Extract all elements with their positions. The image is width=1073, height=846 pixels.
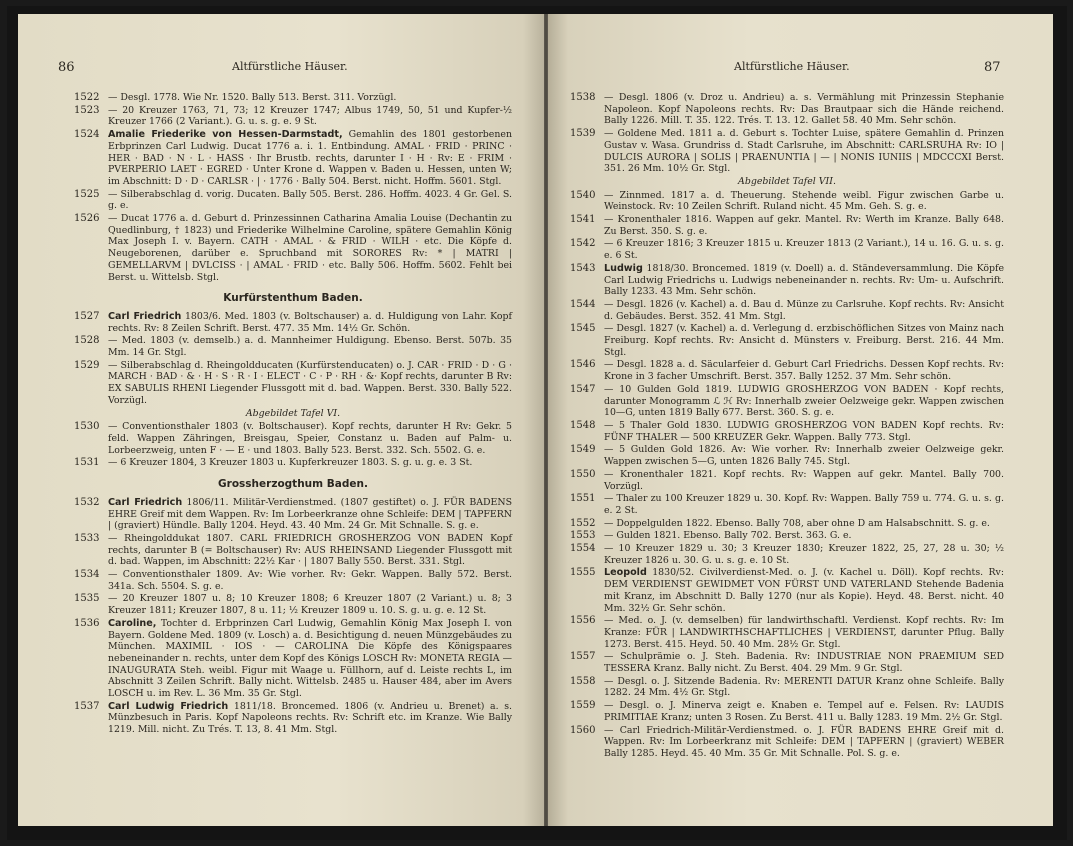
entry-description: — Med. o. J. (v. demselben) für landwirthschaftl. Verdienst. Kopf rechts. Rv: Im Kranze: FÜR | LANDWIRTHSCHAFTLICHES | VERDIENST, darunter Pflug. Bally 1273. Berst. 415. Heyd. 50. 40 Mm. 28½ Gr. Stgl.	[604, 615, 1004, 650]
catalog-entry	[570, 469, 1004, 492]
catalog-entry	[74, 92, 512, 104]
entry-description: 1818/30. Broncemed. 1819 (v. Doell) a. d. Ständeversammlung. Die Köpfe Carl Ludwig Friedrichs u. Ludwigs nebeneinander n. rechts. Rv: Um- u. Aufschrift. Bally 1233. 43 Mm. Sehr schön.	[604, 262, 1005, 298]
page-number: 86	[58, 60, 75, 75]
lot-number: 1541	[570, 214, 596, 226]
lot-number: 1538	[570, 92, 596, 103]
left-page	[18, 14, 544, 826]
catalog-entry	[570, 128, 1004, 175]
lot-number: 1554	[570, 543, 596, 555]
entry-description: — Kronenthaler 1816. Wappen auf gekr. Mantel. Rv: Werth im Kranze. Bally 648. Zu Berst. 350. S. g. e.	[604, 214, 1004, 237]
lot-number: 1527	[74, 310, 100, 322]
lot-number: 1532	[74, 496, 100, 508]
ruler-name: Leopold	[604, 567, 647, 579]
catalog-entry	[74, 569, 512, 592]
entry-description: Tochter d. Erbprinzen Carl Ludwig, Gemahlin König Max Joseph I. von Bayern. Goldene Med. 1809 (v. Losch) a. d. Besichtigung d. neuen Münzgebäudes zu München. MAXIMIL · IOS · — CAROLINA Die Köpfe des Königspaares nebeneinander n. rechts, unter dem Kopf des Königs LOSCH Rv: MONETA REGIA — INAUGURATA Steh. weibl. Figur mit Waage u. Füllhorn, auf d. Leiste rechts L, im Abschnitt 3 Zeilen Schrift. Bally nicht. Wittelsb. 2485 u. Hauser 484, aber im Avers LOSCH u. im Rev. L. 36 Mm. 35 Gr. Stgl.	[108, 617, 512, 700]
entry-description: — 10 Gulden Gold 1819. LUDWIG GROSHERZOG VON BADEN · Kopf rechts, darunter Monogramm ℒ ℋ Rv: Innerhalb zweier Oelzweige gekr. Wappen zwischen 10—G, unten 1819 Bally 677. Berst. 360. S. g. e.	[604, 383, 1004, 419]
ruler-name: Carl Friedrich	[108, 310, 182, 322]
ruler-name: Amalie Friederike von Hessen-Darmstadt,	[108, 129, 343, 141]
catalog-entry	[570, 263, 1004, 298]
catalog-entry	[570, 92, 1004, 127]
entry-description: — Med. 1803 (v. demselb.) a. d. Mannheimer Huldigung. Ebenso. Berst. 507b. 35 Mm. 14 Gr. Stgl.	[108, 335, 512, 359]
lot-number: 1540	[570, 189, 596, 201]
lot-number: 1542	[570, 238, 596, 250]
catalog-entry	[570, 725, 1004, 760]
entry-description: — 20 Kreuzer 1807 u. 8; 10 Kreuzer 1808; 6 Kreuzer 1807 (2 Variant.) u. 8; 3 Kreuzer 1811; Kreuzer 1807, 8 u. 11; ½ Kreuzer 1809 u. 10. S. g. u. g. e. 12 St.	[108, 593, 512, 617]
catalog-entry	[570, 384, 1004, 419]
entry-description: — Desgl. 1826 (v. Kachel) a. d. Bau d. Münze zu Carlsruhe. Kopf rechts. Rv: Ansicht d. Gebäudes. Berst. 352. 41 Mm. Stgl.	[604, 298, 1004, 322]
catalog-entry	[74, 129, 512, 188]
lot-number: 1539	[570, 128, 596, 140]
catalog-column	[74, 92, 512, 737]
running-header: Altfürstliche Häuser.	[734, 60, 850, 73]
lot-number: 1534	[74, 569, 100, 581]
catalog-column	[570, 92, 1004, 761]
ruler-name: Caroline,	[108, 617, 157, 629]
lot-number: 1559	[570, 700, 596, 712]
entry-description: — Ducat 1776 a. d. Geburt d. Prinzessinnen Catharina Amalia Louise (Dechantin zu Quedlinburg, † 1823) und Friederike Wilhelmine Caroline, spätere Gemahlin König Max Joseph I. v. Bayern. CATH · AMAL · & FRID · WILH · etc. Die Köpfe d. Neugeborenen, darüber e. Spruchband mit SORORES Rv: * | MATRI | GEMELLARVM | DVLCISS · | AMAL · FRID · etc. Bally 506. Hoffm. 5602. Fehlt bei Berst. u. Wittelsb. Stgl.	[108, 213, 512, 283]
catalog-entry	[74, 335, 512, 358]
catalog-entry	[74, 189, 512, 212]
ruler-name: Carl Friedrich	[108, 496, 183, 508]
lot-number: 1550	[570, 468, 596, 480]
entry-list	[74, 311, 512, 407]
lot-number: 1557	[570, 651, 596, 663]
entry-description: — Conventionsthaler 1809. Av: Wie vorher. Rv: Gekr. Wappen. Bally 572. Berst. 341a. Sch. 5504. S. g. e.	[108, 569, 512, 592]
entry-description: — Carl Friedrich-Militär-Verdienstmed. o. J. FÜR BADENS EHRE Greif mit d. Wappen. Rv: Im Lorbeerkranz mit Schleife: DEM | TAPFERN | (graviert) WEBER Bally 1285. Heyd. 45. 40 Mm. 35 Gr. Mit Schnalle. Pol. S. g. e.	[604, 724, 1004, 759]
lot-number: 1556	[570, 615, 596, 627]
entry-description: — Desgl. o. J. Sitzende Badenia. Rv: MERENTI DATUR Kranz ohne Schleife. Bally 1282. 24 Mm. 4½ Gr. Stgl.	[604, 675, 1004, 699]
entry-list	[74, 497, 512, 736]
lot-number: 1537	[74, 700, 100, 712]
entry-description: — Silberabschlag d. vorig. Ducaten. Bally 505. Berst. 286. Hoffm. 4023. 4 Gr. Gel. S. g. e.	[108, 188, 512, 212]
entry-description: 1806/11. Militär-Verdienstmed. (1807 gestiftet) o. J. FÜR BADENS EHRE Greif mit dem Wappen. Rv: Im Lorbeerkranze ohne Schleife: DEM | TAPFERN | (graviert) Hündle. Bally 1204. Heyd. 43. 40 Mm. 24 Gr. Mit Schnalle. S. g. e.	[108, 496, 513, 532]
entry-description: — 6 Kreuzer 1816; 3 Kreuzer 1815 u. Kreuzer 1813 (2 Variant.), 14 u. 16. G. u. s. g. e. 6 St.	[604, 238, 1004, 262]
lot-number: 1528	[74, 335, 100, 347]
catalog-entry	[74, 213, 512, 283]
lot-number: 1549	[570, 444, 596, 456]
lot-number: 1545	[570, 323, 596, 335]
catalog-entry	[570, 700, 1004, 723]
lot-number: 1524	[74, 129, 100, 141]
catalog-entry	[74, 618, 512, 700]
entry-description: — Goldene Med. 1811 a. d. Geburt s. Tochter Luise, spätere Gemahlin d. Prinzen Gustav v. Wasa. Grundriss d. Stadt Carlsruhe, im Abschnitt: CARLSRUHA Rv: IO | DULCIS AURORA | SOLIS | PRAENUNTIA | — | NONIS IUNIIS | MDCCCXI Berst. 351. 26 Mm. 10½ Gr. Stgl.	[604, 128, 1004, 175]
lot-number: 1535	[74, 593, 100, 605]
entry-description: — Desgl. 1827 (v. Kachel) a. d. Verlegung d. erzbischöflichen Sitzes von Mainz nach Freiburg. Kopf rechts. Rv: Ansicht d. Münsters v. Freiburg. Berst. 216. 44 Mm. Stgl.	[604, 323, 1004, 358]
catalog-entry	[570, 214, 1004, 237]
entry-description: — Desgl. 1828 a. d. Säcularfeier d. Geburt Carl Friedrichs. Dessen Kopf rechts. Rv: Krone in 3 facher Umschrift. Berst. 357. Bally 1252. 37 Mm. Sehr schön.	[604, 359, 1004, 383]
catalog-entry	[570, 359, 1004, 382]
lot-number: 1555	[570, 567, 596, 579]
lot-number: 1525	[74, 188, 100, 200]
catalog-entry	[570, 543, 1004, 566]
lot-number: 1546	[570, 359, 596, 371]
entry-list	[570, 92, 1004, 175]
catalog-entry	[570, 444, 1004, 467]
catalog-entry	[570, 238, 1004, 261]
lot-number: 1543	[570, 262, 596, 274]
entry-description: — 5 Thaler Gold 1830. LUDWIG GROSHERZOG VON BADEN Kopf rechts. Rv: FÜNF THALER — 500 KREUZER Gekr. Wappen. Bally 773. Stgl.	[604, 419, 1004, 443]
catalog-entry	[570, 299, 1004, 322]
catalog-entry	[74, 533, 512, 568]
lot-number: 1531	[74, 457, 100, 469]
lot-number: 1536	[74, 617, 100, 629]
entry-description: — Silberabschlag d. Rheingoldducaten (Kurfürstenducaten) o. J. CAR · FRID · D · G · MARCH · BAD · & · H · S · R · I · ELECT · C · P · RH · &· Kopf rechts, darunter B Rv: EX SABULIS RHENI Liegender Flussgott mit d. bad. Wappen. Berst. 330. Bally 522. Vorzügl.	[108, 359, 512, 406]
lot-number: 1548	[570, 419, 596, 431]
lot-number: 1526	[74, 213, 100, 225]
running-header: Altfürstliche Häuser.	[232, 60, 348, 73]
lot-number: 1547	[570, 383, 596, 395]
entry-description: — Kronenthaler 1821. Kopf rechts. Rv: Wappen auf gekr. Mantel. Bally 700. Vorzügl.	[604, 468, 1004, 492]
entry-list	[74, 421, 512, 469]
plate-reference: Abgebildet Tafel VII.	[738, 175, 836, 187]
catalog-entry	[570, 493, 1004, 516]
lot-number: 1558	[570, 675, 596, 687]
lot-number: 1522	[74, 92, 100, 103]
lot-number: 1552	[570, 517, 596, 529]
entry-description: — Rheingolddukat 1807. CARL FRIEDRICH GROSHERZOG VON BADEN Kopf rechts, darunter B (= Boltschauser) Rv: AUS RHEINSAND Liegender Flussgott mit d. bad. Wappen, im Abschnitt: 22½ Kar · | 1807 Bally 550. Berst. 331. Stgl.	[108, 532, 512, 568]
entry-description: — Desgl. o. J. Minerva zeigt e. Knaben e. Tempel auf e. Felsen. Rv: LAUDIS PRIMITIAE Kranz; unten 3 Rosen. Zu Berst. 411 u. Bally 1283. 19 Mm. 2½ Gr. Stgl.	[604, 700, 1004, 723]
entry-description: — 6 Kreuzer 1804, 3 Kreuzer 1803 u. Kupferkreuzer 1803. S. g. u. g. e. 3 St.	[108, 457, 473, 469]
lot-number: 1551	[570, 493, 596, 505]
catalog-entry	[570, 420, 1004, 443]
catalog-entry	[74, 421, 512, 456]
entry-description: — Desgl. 1806 (v. Droz u. Andrieu) a. s. Vermählung mit Prinzessin Stephanie Napoleon. Kopf Napoleons rechts. Rv: Das Brautpaar sich die Hände reichend. Bally 1226. Mill. T. 35. 122. Trés. T. 13. 12. Gallet 58. 40 Mm. Sehr schön.	[604, 92, 1004, 127]
catalog-entry	[74, 311, 512, 334]
ruler-name: Ludwig	[604, 262, 643, 274]
catalog-entry	[570, 676, 1004, 699]
entry-list	[74, 92, 512, 283]
entry-description: — Gulden 1821. Ebenso. Bally 702. Berst. 363. G. e.	[604, 530, 852, 542]
entry-description: — 20 Kreuzer 1763, 71, 73; 12 Kreuzer 1747; Albus 1749, 50, 51 und Kupfer-½ Kreuzer 1766 (2 Variant.). G. u. s. g. e. 9 St.	[108, 104, 512, 128]
lot-number: 1560	[570, 724, 596, 736]
entry-description: — Desgl. 1778. Wie Nr. 1520. Bally 513. Berst. 311. Vorzügl.	[108, 92, 397, 103]
entry-description: — Thaler zu 100 Kreuzer 1829 u. 30. Kopf. Rv: Wappen. Bally 759 u. 774. G. u. s. g. e. 2 St.	[604, 493, 1004, 516]
section-heading: Grossherzogthum Baden.	[218, 478, 368, 491]
lot-number: 1544	[570, 298, 596, 310]
ruler-name: Carl Ludwig Friedrich	[108, 700, 229, 712]
lot-number: 1553	[570, 530, 596, 542]
catalog-entry	[570, 190, 1004, 213]
entry-list	[570, 190, 1004, 760]
plate-reference: Abgebildet Tafel VI.	[245, 407, 341, 419]
entry-description: — Doppelgulden 1822. Ebenso. Bally 708, aber ohne D am Halsabschnitt. S. g. e.	[604, 517, 990, 529]
catalog-entry	[74, 497, 512, 532]
catalog-entry	[74, 593, 512, 616]
page-number: 87	[984, 60, 1001, 75]
lot-number: 1533	[74, 532, 100, 544]
lot-number: 1530	[74, 421, 100, 433]
catalog-entry	[74, 701, 512, 736]
section-heading: Kurfürstenthum Baden.	[223, 292, 363, 305]
entry-description: 1811/18. Broncemed. 1806 (v. Andrieu u. Brenet) a. s. Münzbesuch in Paris. Kopf Napoleons rechts. Rv: Schrift etc. im Kranze. Wie Bally 1219. Mill. nicht. Zu Trés. T. 13, 8. 41 Mm. Stgl.	[108, 700, 513, 736]
entry-description: — 10 Kreuzer 1829 u. 30; 3 Kreuzer 1830; Kreuzer 1822, 25, 27, 28 u. 30; ½ Kreuzer 1826 u. 30. G. u. s. g. e. 10 St.	[604, 543, 1004, 566]
catalog-entry	[570, 323, 1004, 358]
entry-description: Gemahlin des 1801 gestorbenen Erbprinzen Carl Ludwig. Ducat 1776 a. i. 1. Entbindung. AMAL · FRID · PRINC · HER · BAD · N · L · HASS · Ihr Brustb. rechts, darunter I · H · Rv: E · FRIM · PVERPERIO LAET · EGRED · Unter Krone d. Wappen v. Baden u. Hessen, unten W; im Abschnitt: D · D · CARLSR · | · 1776 · Bally 504. Berst. nicht. Hoffm. 5601. Stgl.	[108, 129, 512, 187]
entry-description: 1830/52. Civilverdienst-Med. o. J. (v. Kachel u. Döll). Kopf rechts. Rv: DEM VERDIENST GEWIDMET VON FÜRST UND VATERLAND Stehende Badenia mit Kranz, im Abschnitt D. Bally 1270 (nur als Kopie). Heyd. 48. Berst. nicht. 40 Mm. 32½ Gr. Sehr schön.	[604, 567, 1005, 614]
catalog-entry	[570, 651, 1004, 674]
entry-description: — 5 Gulden Gold 1826. Av: Wie vorher. Rv: Innerhalb zweier Oelzweige gekr. Wappen zwischen 5—G, unten 1826 Bally 745. Stgl.	[604, 444, 1004, 468]
entry-description: — Conventionsthaler 1803 (v. Boltschauser). Kopf rechts, darunter H Rv: Gekr. 5 feld. Wappen Zähringen, Breisgau, Speier, Constanz u. Baden auf Palm- u. Lorbeerzweig, unten F · — E · und 1803. Bally 523. Berst. 332. Sch. 5502. G. e.	[108, 421, 512, 456]
lot-number: 1529	[74, 359, 100, 371]
entry-description: — Zinnmed. 1817 a. d. Theuerung. Stehende weibl. Figur zwischen Garbe u. Weinstock. Rv: 10 Zeilen Schrift. Ruland nicht. 45 Mm. Geh. S. g. e.	[604, 189, 1004, 213]
right-page	[548, 14, 1053, 826]
entry-description: 1803/6. Med. 1803 (v. Boltschauser) a. d. Huldigung von Lahr. Kopf rechts. Rv: 8 Zeilen Schrift. Berst. 477. 35 Mm. 14½ Gr. Schön.	[108, 310, 513, 334]
entry-description: — Schulprämie o. J. Steh. Badenia. Rv: INDUSTRIAE NON PRAEMIUM SED TESSERA Kranz. Bally nicht. Zu Berst. 404. 29 Mm. 9 Gr. Stgl.	[604, 651, 1004, 675]
catalog-entry	[570, 567, 1004, 614]
catalog-entry	[570, 530, 1004, 542]
lot-number: 1523	[74, 104, 100, 116]
catalog-entry	[570, 518, 1004, 530]
catalog-entry	[74, 105, 512, 128]
catalog-entry	[74, 457, 512, 469]
catalog-entry	[570, 615, 1004, 650]
catalog-entry	[74, 360, 512, 407]
